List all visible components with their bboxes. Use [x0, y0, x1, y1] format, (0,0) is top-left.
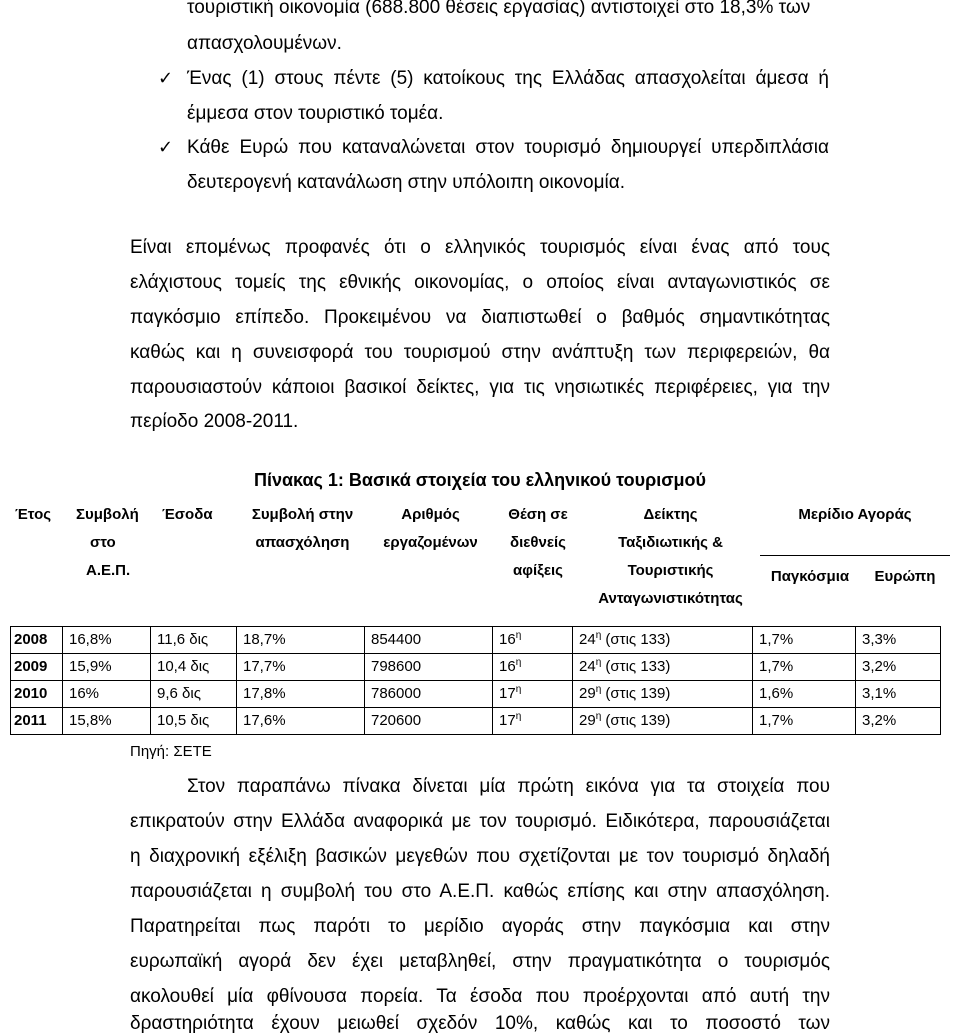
text-line: τουριστική οικονομία (688.800 θέσεις εργασίας) αντιστοιχεί στο 18,3% των: [187, 0, 811, 18]
header-arrivals-rank: αφίξεις: [513, 562, 563, 579]
header-competitiveness: Ταξιδιωτικής &: [618, 534, 723, 551]
header-gdp: Α.Ε.Π.: [86, 562, 131, 579]
paragraph-line: επικρατούν στην Ελλάδα αναφορικά με τον τουρισμό. Ειδικότερα, παρουσιάζεται: [130, 811, 830, 832]
cell-index: $24^\eta$ (στις 133): [573, 627, 753, 654]
cell-global: 1,7%: [753, 708, 856, 735]
cell-gdp: 15,8%: [63, 708, 151, 735]
cell-workers: 720600: [365, 708, 493, 735]
header-gdp: Συμβολή: [76, 506, 139, 523]
cell-employment: 17,7%: [237, 654, 365, 681]
bullet-text: έμμεσα στον τουριστικό τομέα.: [187, 103, 444, 124]
paragraph-line: παρουσιάζεται η συμβολή του στο Α.Ε.Π. καθώς επίσης και στην απασχόληση.: [130, 881, 830, 902]
header-employment: απασχόληση: [255, 534, 350, 551]
bullet-text: δευτερογενή κατανάλωση στην υπόλοιπη οικονομία.: [187, 172, 626, 193]
cell-rank: $17^\eta$: [493, 681, 573, 708]
cell-gdp: 16%: [63, 681, 151, 708]
paragraph-line: καθώς και η συνεισφορά του τουρισμού στην ανάπτυξη των περιφερειών, θα: [130, 342, 830, 363]
header-year: Έτος: [15, 506, 52, 523]
paragraph-line: ελάχιστους τομείς της εθνικής οικονομίας, ο οποίος είναι ανταγωνιστικός σε: [130, 272, 830, 293]
header-arrivals-rank: διεθνείς: [510, 534, 566, 551]
cell-revenue: 10,5 δις: [151, 708, 237, 735]
bullet-text: Κάθε Ευρώ που καταναλώνεται στον τουρισμό δημιουργεί υπερδιπλάσια: [187, 137, 829, 158]
checkmark-icon: ✓: [158, 137, 174, 158]
header-gdp: στο: [90, 534, 116, 551]
header-divider: [760, 555, 950, 556]
paragraph-line: ακολουθεί μία φθίνουσα πορεία. Τα έσοδα που προέρχονται από αυτή την: [130, 986, 830, 1007]
header-arrivals-rank: Θέση σε: [508, 506, 568, 523]
cell-gdp: 16,8%: [63, 627, 151, 654]
cell-global: 1,7%: [753, 654, 856, 681]
table-row: [11, 681, 941, 708]
bullet-text: Ένας (1) στους πέντε (5) κατοίκους της Ελλάδας απασχολείται άμεσα ή: [187, 68, 829, 89]
checkmark-icon: ✓: [158, 68, 174, 89]
text-line: απασχολουμένων.: [187, 33, 342, 54]
paragraph-line: περίοδο 2008-2011.: [130, 411, 299, 432]
header-competitiveness: Ανταγωνιστικότητας: [598, 590, 743, 607]
header-workers: Αριθμός: [401, 506, 460, 523]
paragraph-line: Παρατηρείται πως παρότι το μερίδιο αγοράς στην παγκόσμια και στην: [130, 916, 830, 937]
cell-europe: 3,3%: [856, 627, 941, 654]
cell-workers: 798600: [365, 654, 493, 681]
cell-employment: 18,7%: [237, 627, 365, 654]
table-row: [11, 708, 941, 735]
cell-year: 2011: [11, 708, 63, 735]
cell-employment: 17,8%: [237, 681, 365, 708]
cell-revenue: 10,4 δις: [151, 654, 237, 681]
header-workers: εργαζομένων: [383, 534, 478, 551]
cell-revenue: 9,6 δις: [151, 681, 237, 708]
cell-rank: $16^\eta$: [493, 654, 573, 681]
cell-global: 1,7%: [753, 627, 856, 654]
cell-global: 1,6%: [753, 681, 856, 708]
header-revenue: Έσοδα: [162, 506, 213, 523]
header-competitiveness: Τουριστικής: [627, 562, 714, 579]
cell-year: 2009: [11, 654, 63, 681]
cell-index: $24^\eta$ (στις 133): [573, 654, 753, 681]
cell-workers: 854400: [365, 627, 493, 654]
cell-gdp: 15,9%: [63, 654, 151, 681]
table-row: [11, 627, 941, 654]
header-global: Παγκόσμια: [770, 568, 850, 585]
header-employment: Συμβολή στην: [251, 506, 354, 523]
paragraph-line: η διαχρονική εξέλιξη βασικών μεγεθών που σχετίζονται με τον τουρισμό δηλαδή: [130, 846, 830, 867]
header-europe: Ευρώπη: [874, 568, 936, 585]
header-market-share: Μερίδιο Αγοράς: [798, 506, 912, 523]
cell-rank: $17^\eta$: [493, 708, 573, 735]
cell-index: $29^\eta$ (στις 139): [573, 708, 753, 735]
paragraph-line: παγκόσμιο επίπεδο. Προκειμένου να διαπιστωθεί ο βαθμός σημαντικότητας: [130, 307, 830, 328]
paragraph-line: Είναι επομένως προφανές ότι ο ελληνικός τουρισμός είναι ένας από τους: [130, 237, 830, 258]
cell-employment: 17,6%: [237, 708, 365, 735]
cell-revenue: 11,6 δις: [151, 627, 237, 654]
table-source: Πηγή: ΣΕΤΕ: [130, 743, 212, 760]
cell-europe: 3,2%: [856, 654, 941, 681]
header-competitiveness: Δείκτης: [643, 506, 698, 523]
table-caption: Πίνακας 1: Βασικά στοιχεία του ελληνικού τουρισμού: [253, 470, 707, 490]
cell-europe: 3,2%: [856, 708, 941, 735]
paragraph-line: παρουσιαστούν κάποιοι βασικοί δείκτες, για τις νησιωτικές περιφέρειες, για την: [130, 377, 830, 398]
cell-europe: 3,1%: [856, 681, 941, 708]
paragraph-line: δραστηριότητα έχουν μειωθεί σχεδόν 10%, καθώς και το ποσοστό των: [130, 1013, 830, 1034]
table-row: [11, 654, 941, 681]
tourism-data-table: [10, 626, 941, 735]
cell-year: 2008: [11, 627, 63, 654]
cell-rank: $16^\eta$: [493, 627, 573, 654]
cell-index: $29^\eta$ (στις 139): [573, 681, 753, 708]
cell-workers: 786000: [365, 681, 493, 708]
paragraph-line: ευρωπαϊκή αγορά δεν έχει μεταβληθεί, στην πραγματικότητα ο τουρισμός: [130, 951, 830, 972]
cell-year: 2010: [11, 681, 63, 708]
paragraph-line: Στον παραπάνω πίνακα δίνεται μία πρώτη εικόνα για τα στοιχεία που: [187, 776, 830, 797]
